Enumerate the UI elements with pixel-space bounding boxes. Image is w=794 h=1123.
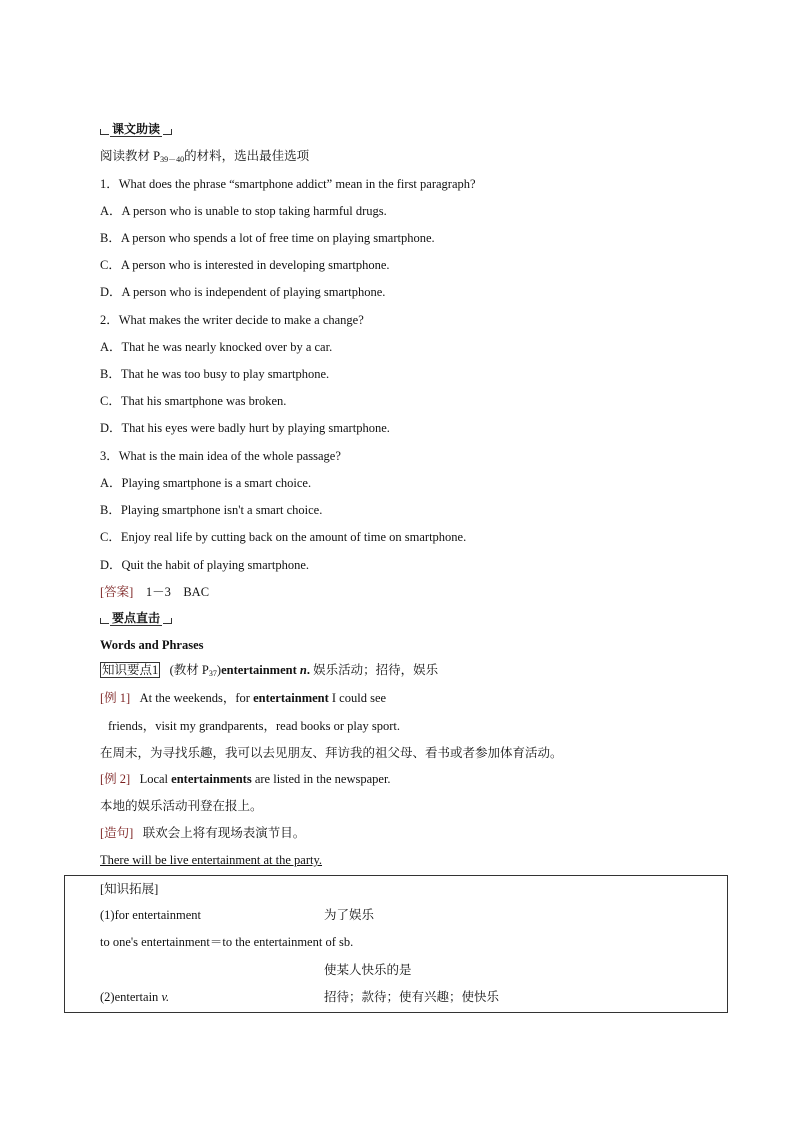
- question-3-option-a: A．Playing smartphone is a smart choice.: [100, 476, 312, 490]
- question-1-option-c: C．A person who is interested in developing smartphone.: [100, 258, 390, 272]
- example-2: [例 2] Local entertainments are listed in the newspaper.: [100, 772, 391, 786]
- question-1-option-b: B．A person who spends a lot of free time on playing smartphone.: [100, 231, 435, 245]
- knowledge-point-1: 知识要点1 (教材 $P_{37})entertainment$ n. 娱乐活动；招待，娱乐: [102, 663, 439, 678]
- question-3-option-d: D．Quit the habit of playing smartphone.: [100, 558, 309, 572]
- words-heading: Words and Phrases: [100, 638, 204, 652]
- question-3-option-c: C．Enjoy real life by cutting back on the amount of time on smartphone.: [100, 530, 467, 544]
- instruction: 阅读教材 $P_{39-40}$的材料，选出最佳选项: [100, 149, 310, 164]
- example-1: [例 1] At the weekends，for entertainment I could see: [100, 691, 387, 705]
- question-1-option-d: D．A person who is independent of playing smartphone.: [100, 285, 386, 299]
- section-tag-text-guide: [100, 121, 172, 137]
- example-1-translation: 在周末，为寻找乐趣，我可以去见朋友、拜访我的祖父母、看书或者参加体育活动。: [100, 746, 563, 760]
- example-1-continuation: friends，visit my grandparents，read books or play sport.: [108, 719, 400, 733]
- question-2-option-d: D．That his eyes were badly hurt by playing smartphone.: [100, 421, 390, 435]
- extension-item-1-en: (1)for entertainment: [100, 908, 201, 922]
- section-tag-key-points: [100, 610, 172, 626]
- question-2-stem: 2．What makes the writer decide to make a change?: [100, 313, 364, 327]
- point-meaning: 娱乐活动；招待，娱乐: [313, 663, 439, 677]
- extension-item-1-cn: 为了娱乐: [324, 908, 375, 922]
- make-sentence-answer: There will be live entertainment at the party.: [100, 853, 323, 867]
- question-2-option-a: A．That he was nearly knocked over by a car.: [100, 340, 333, 354]
- question-2-option-b: B．That he was too busy to play smartphone.: [100, 367, 330, 381]
- section-tag-label: 要点直击: [112, 611, 161, 625]
- extension-item-2-cn: 招待；款待；使有兴趣；使快乐: [324, 990, 500, 1004]
- question-3-stem: 3．What is the main idea of the whole passage?: [100, 449, 341, 463]
- point-word: entertainment: [221, 663, 297, 677]
- question-1-stem: 1．What does the phrase “smartphone addict” mean in the first paragraph?: [100, 177, 476, 191]
- answer-label: [答案]: [100, 585, 134, 599]
- question-2-option-c: C．That his smartphone was broken.: [100, 394, 287, 408]
- example-2-translation: 本地的娱乐活动刊登在报上。: [100, 799, 263, 813]
- extension-item-1b-en: to one's entertainment＝to the entertainment of sb.: [100, 935, 354, 949]
- extension-item-1b-cn: 使某人快乐的是: [324, 963, 412, 977]
- section-tag-label: 课文助读: [112, 122, 161, 136]
- answer-text: 1－3 BAC: [145, 585, 210, 599]
- knowledge-extension-box: [64, 875, 728, 1013]
- question-3-option-b: B．Playing smartphone isn't a smart choice.: [100, 503, 323, 517]
- answer-line: [100, 584, 209, 600]
- make-sentence: [造句] 联欢会上将有现场表演节目。: [100, 826, 306, 840]
- extension-title: [知识拓展]: [100, 882, 159, 896]
- question-1-option-a: A．A person who is unable to stop taking harmful drugs.: [100, 204, 387, 218]
- extension-item-2-en: (2)entertain v.: [100, 990, 170, 1004]
- point-label: 知识要点1: [102, 663, 159, 677]
